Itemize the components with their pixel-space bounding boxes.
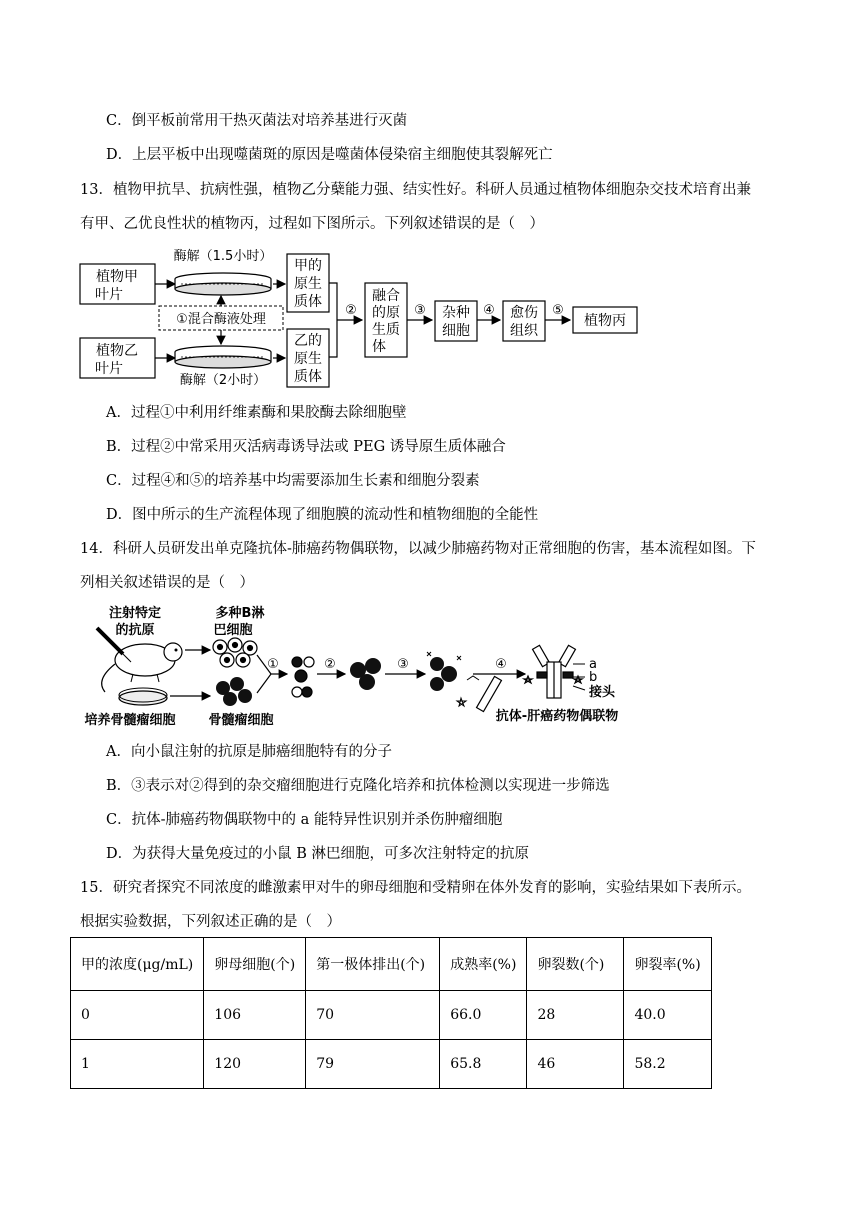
mixed-enzyme-label: ①混合酶液处理 xyxy=(176,312,266,327)
q14-option-c: C．抗体-肺癌药物偶联物中的 a 能特异性识别并杀伤肿瘤细胞 xyxy=(106,812,503,828)
step-3-label: ③ xyxy=(414,303,426,318)
table-cell: 0 xyxy=(71,991,204,1040)
header-cell: 甲的浓度(μg/mL) xyxy=(71,938,204,991)
q14-option-a: A．向小鼠注射的抗原是肺癌细胞特有的分子 xyxy=(106,744,392,760)
q14-option-b: B．③表示对②得到的杂交瘤细胞进行克隆化培养和抗体检测以实现进一步筛选 xyxy=(106,778,610,794)
table-header-row xyxy=(71,938,712,991)
header-cell: 卵裂数(个) xyxy=(527,938,624,991)
step-5-label: ⑤ xyxy=(552,303,564,318)
q14-stem-line2: 列相关叙述错误的是（ ） xyxy=(80,575,254,591)
bcells-icon xyxy=(213,638,257,667)
table-row xyxy=(71,991,712,1040)
q13-diagram xyxy=(75,246,645,396)
step-1-label: ① xyxy=(267,657,279,672)
fused-line2: 的原 xyxy=(372,305,400,321)
conjugate-label: 抗体-肝癌药物偶联物 xyxy=(495,709,619,724)
q15-stem-line2: 根据实验数据，下列叙述正确的是（ ） xyxy=(80,914,341,930)
q14-option-d: D．为获得大量免疫过的小鼠 B 淋巴细胞，可多次注射特定的抗原 xyxy=(106,846,529,862)
q13-option-a: A．过程①中利用纤维素酶和果胶酶去除细胞壁 xyxy=(106,405,407,421)
tube-icon xyxy=(477,676,502,711)
q12-option-d: D．上层平板中出现噬菌斑的原因是噬菌体侵染宿主细胞使其裂解死亡 xyxy=(106,147,553,163)
plant-a-label-2: 叶片 xyxy=(95,287,123,303)
table-cell: 40.0 xyxy=(624,991,711,1040)
step-4-label: ④ xyxy=(495,657,507,672)
table-cell: 79 xyxy=(306,1040,440,1089)
header-cell: 第一极体排出(个) xyxy=(306,938,440,991)
protoplast-b-line1: 乙的 xyxy=(294,333,322,349)
antibody-drug-icon xyxy=(457,676,479,706)
q14-diagram xyxy=(75,600,655,730)
table-row xyxy=(71,1040,712,1089)
mouse-icon xyxy=(102,643,182,692)
header-cell: 卵母细胞(个) xyxy=(204,938,306,991)
q13-option-d: D．图中所示的生产流程体现了细胞膜的流动性和植物细胞的全能性 xyxy=(106,507,539,523)
culture-label: 培养骨髓瘤细胞 xyxy=(84,713,176,728)
callus-line1: 愈伤 xyxy=(510,305,538,321)
protoplast-a-line3: 质体 xyxy=(294,294,322,310)
step-2-label: ② xyxy=(345,303,357,318)
fused-line3: 生质 xyxy=(372,322,400,338)
petri-dish-bottom-icon xyxy=(175,346,271,368)
enzyme-top-label: 酶解（1.5小时） xyxy=(173,249,273,264)
q13-stem-line2: 有甲、乙优良性状的植物丙，过程如下图所示。下列叙述错误的是（ ） xyxy=(80,216,544,232)
myeloma-label: 骨髓瘤细胞 xyxy=(208,713,274,728)
enzyme-bottom-label: 酶解（2小时） xyxy=(179,373,267,388)
table-cell: 1 xyxy=(71,1040,204,1089)
fused-line1: 融合 xyxy=(372,288,400,304)
label-a: a xyxy=(589,657,597,672)
hybrid-line2: 细胞 xyxy=(442,323,470,339)
petri-dish-top-icon xyxy=(175,273,271,295)
table-cell: 66.0 xyxy=(440,991,527,1040)
bcell-label-2: 巴细胞 xyxy=(213,623,253,638)
table-cell: 70 xyxy=(306,991,440,1040)
antibody-conjugate-icon xyxy=(524,645,582,698)
label-b: b xyxy=(589,670,598,685)
step-4-label: ④ xyxy=(483,303,495,318)
protoplast-a-line1: 甲的 xyxy=(294,258,322,274)
hybridoma-cells-icon xyxy=(350,658,381,690)
table-cell: 106 xyxy=(204,991,306,1040)
plant-b-label-2: 叶片 xyxy=(95,361,123,377)
q15-stem-line1: 15．研究者探究不同浓度的雌激素甲对牛的卵母细胞和受精卵在体外发育的影响，实验结果如下表所示。 xyxy=(80,880,751,896)
protoplast-a-line2: 原生 xyxy=(294,276,322,292)
antibody-producing-cells-icon xyxy=(427,652,461,691)
header-cell: 卵裂率(%) xyxy=(624,938,711,991)
protoplast-b-line3: 质体 xyxy=(294,369,322,385)
bcell-label-1: 多种B淋 xyxy=(215,606,265,621)
plant-c-label: 植物丙 xyxy=(584,313,626,329)
protoplast-b-line2: 原生 xyxy=(294,351,322,367)
step-2-label: ② xyxy=(324,657,336,672)
q12-option-c: C．倒平板前常用干热灭菌法对培养基进行灭菌 xyxy=(106,113,408,129)
table-cell: 46 xyxy=(527,1040,624,1089)
myeloma-cells-icon xyxy=(216,677,252,706)
joint-label: 接头 xyxy=(589,685,616,700)
q15-data-table xyxy=(70,937,712,1089)
inject-label-1: 注射特定 xyxy=(108,606,162,621)
step-3-label: ③ xyxy=(397,657,409,672)
fused-mixture-icon xyxy=(292,657,314,697)
q13-option-c: C．过程④和⑤的培养基中均需要添加生长素和细胞分裂素 xyxy=(106,473,480,489)
hybrid-line1: 杂种 xyxy=(442,305,470,321)
header-cell: 成熟率(%) xyxy=(440,938,527,991)
table-cell: 58.2 xyxy=(624,1040,711,1089)
table-cell: 120 xyxy=(204,1040,306,1089)
table-cell: 65.8 xyxy=(440,1040,527,1089)
q13-stem-line1: 13．植物甲抗旱、抗病性强，植物乙分蘖能力强、结实性好。科研人员通过植物体细胞杂交技术培育出兼 xyxy=(80,182,751,198)
q14-stem-line1: 14．科研人员研发出单克隆抗体-肺癌药物偶联物，以减少肺癌药物对正常细胞的伤害，基本流程如图。下 xyxy=(80,541,756,557)
callus-line2: 组织 xyxy=(510,323,538,339)
q13-option-b: B．过程②中常采用灭活病毒诱导法或 PEG 诱导原生质体融合 xyxy=(106,439,506,455)
table-cell: 28 xyxy=(527,991,624,1040)
plant-b-label-1: 植物乙 xyxy=(96,343,138,359)
culture-dish-icon xyxy=(119,688,167,705)
fused-line4: 体 xyxy=(372,339,386,355)
plant-a-label-1: 植物甲 xyxy=(96,269,138,285)
inject-label-2: 的抗原 xyxy=(115,623,155,638)
